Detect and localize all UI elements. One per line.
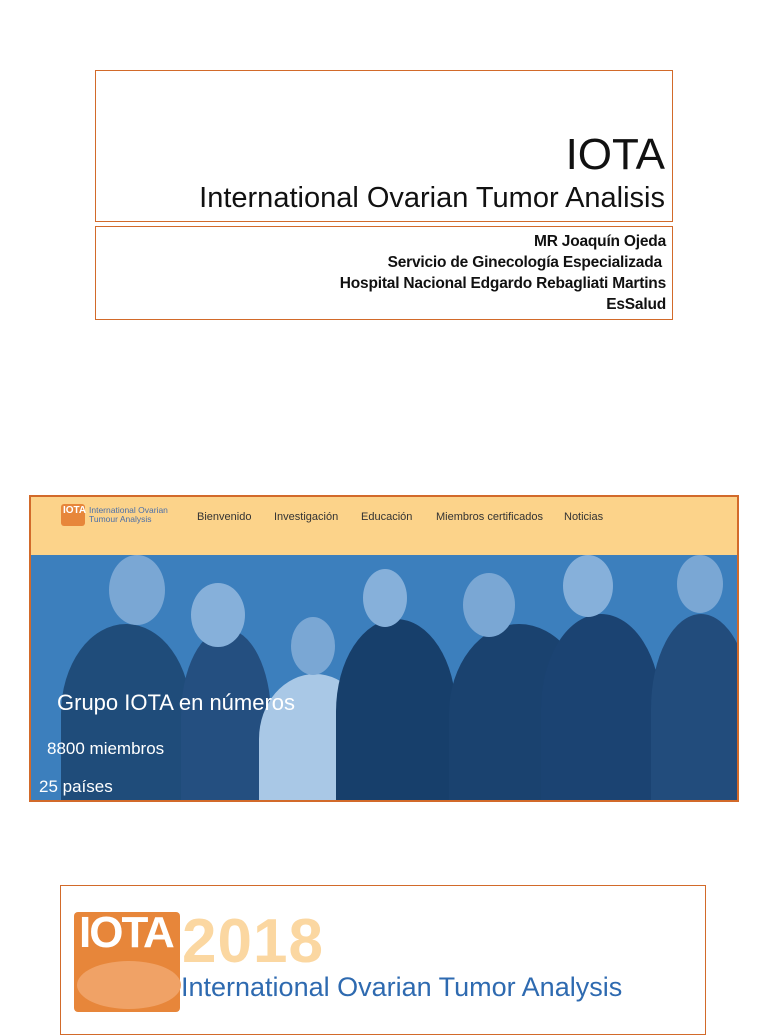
person-head	[109, 555, 165, 625]
website-screenshot	[29, 495, 739, 802]
nav-investigacion[interactable]: Investigación	[274, 511, 339, 523]
iota-logo-word: IOTA	[79, 908, 173, 957]
ovary-logo-icon	[77, 961, 181, 1009]
hero-photo	[31, 555, 737, 802]
iota-logo-icon[interactable]	[61, 504, 85, 526]
person-head	[363, 569, 407, 627]
person-head	[291, 617, 335, 675]
logo-year: 2018	[182, 907, 324, 976]
person-silhouette	[336, 619, 456, 802]
nav-noticias[interactable]: Noticias	[564, 511, 604, 523]
logo-tagline: International Ovarian Tumor Analysis	[181, 972, 623, 1002]
author-service: Servicio de Ginecología Especializada	[387, 254, 666, 271]
title-main: IOTA	[565, 130, 665, 179]
site-nav-bar	[31, 497, 737, 555]
hero-countries: 25 países	[39, 777, 113, 796]
person-silhouette	[541, 614, 661, 802]
nav-educacion[interactable]: Educación	[361, 511, 413, 523]
author-institution: EsSalud	[606, 296, 666, 313]
logo-badge-text: IOTA	[63, 505, 87, 516]
hero-title: Grupo IOTA en números	[57, 690, 296, 715]
nav-miembros[interactable]: Miembros certificados	[436, 511, 543, 523]
author-hospital: Hospital Nacional Edgardo Rebagliati Martins	[339, 275, 666, 292]
author-lines	[340, 231, 666, 315]
person-silhouette	[651, 614, 737, 802]
author-box	[95, 226, 673, 320]
person-head	[463, 573, 515, 637]
author-name: MR Joaquín Ojeda	[533, 233, 666, 250]
logo-line2: Tumour Analysis	[89, 514, 152, 524]
nav-bienvenido[interactable]: Bienvenido	[197, 511, 252, 523]
title-box	[95, 70, 673, 222]
person-head	[563, 555, 613, 617]
iota-2018-logo-box	[60, 885, 706, 1035]
person-head	[677, 555, 723, 613]
hero-members: 8800 miembros	[47, 739, 165, 758]
title-subtitle: International Ovarian Tumor Analisis	[199, 182, 665, 214]
site-logo-text[interactable]	[89, 506, 168, 524]
logo-line1: International Ovarian	[89, 505, 168, 515]
person-head	[191, 583, 245, 647]
